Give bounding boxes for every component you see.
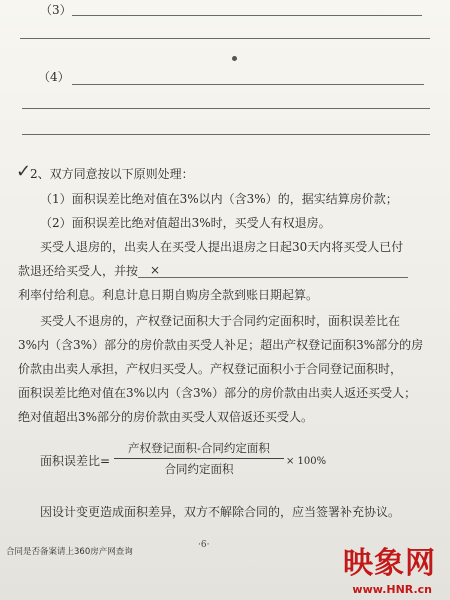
para1-line-3: 利率付给利息。利息计息日期自购房全款到账日期起算。 <box>18 288 319 302</box>
para2-line-3: 价款由出卖人承担，产权归买受人。产权登记面积小于合同登记面积时， <box>18 362 403 376</box>
section-title: 2、双方同意按以下原则处理： <box>30 167 194 181</box>
formula-denominator: 合同约定面积 <box>164 462 234 476</box>
blank-item-4-label: （4） <box>38 70 70 84</box>
para2-line-2: 3%内（含3%）部分的房价款由买受人补足；超出产权登记面积3%部分的房 <box>18 338 424 352</box>
ink-dot <box>232 56 237 61</box>
page-number: ·6· <box>198 540 210 550</box>
para2-line-1: 买受人不退房的，产权登记面积大于合同约定面积时，面积误差比在 <box>40 314 401 328</box>
blank-line <box>22 134 430 135</box>
formula-multiplier: × 100% <box>286 456 327 467</box>
blank-item-3-label: （3） <box>40 3 72 17</box>
watermark-url: www.HNR.cn <box>352 583 432 596</box>
interest-rate-blank-line <box>138 277 408 278</box>
item-1: （1）面积误差比绝对值在3%以内（含3%）的，据实结算房价款； <box>40 192 398 206</box>
para1-line-1: 买受人退房的，出卖人在买受人提出退房之日起30天内将买受人已付 <box>40 240 404 254</box>
footer-note: 合同是否备案请上360房产网查询 <box>6 547 133 557</box>
formula-fraction <box>114 440 284 477</box>
blank-item-3-line <box>72 15 422 16</box>
item-2: （2）面积误差比绝对值超出3%时，买受人有权退房。 <box>40 216 331 230</box>
formula-label: 面积误差比= <box>40 454 111 468</box>
blank-line <box>20 38 430 39</box>
para2-line-4: 面积误差比绝对值在3%以内（含3%）部分的房价款由出卖人返还买受人； <box>18 386 417 400</box>
interest-rate-multiplier: × <box>150 263 161 277</box>
fraction-bar <box>114 458 284 459</box>
para1-line-2: 款退还给买受人，并按 <box>18 264 139 278</box>
checkmark-icon: ✓ <box>16 161 32 182</box>
para2-line-5: 绝对值超出3%部分的房价款由买受人双倍返还买受人。 <box>18 410 314 424</box>
watermark-logo: 映象网 <box>343 546 436 581</box>
blank-line <box>22 108 430 109</box>
formula-numerator: 产权登记面积-合同约定面积 <box>128 441 270 455</box>
blank-item-4-line <box>72 84 424 85</box>
para3: 因设计变更造成面积差异，双方不解除合同的，应当签署补充协议。 <box>40 505 401 519</box>
